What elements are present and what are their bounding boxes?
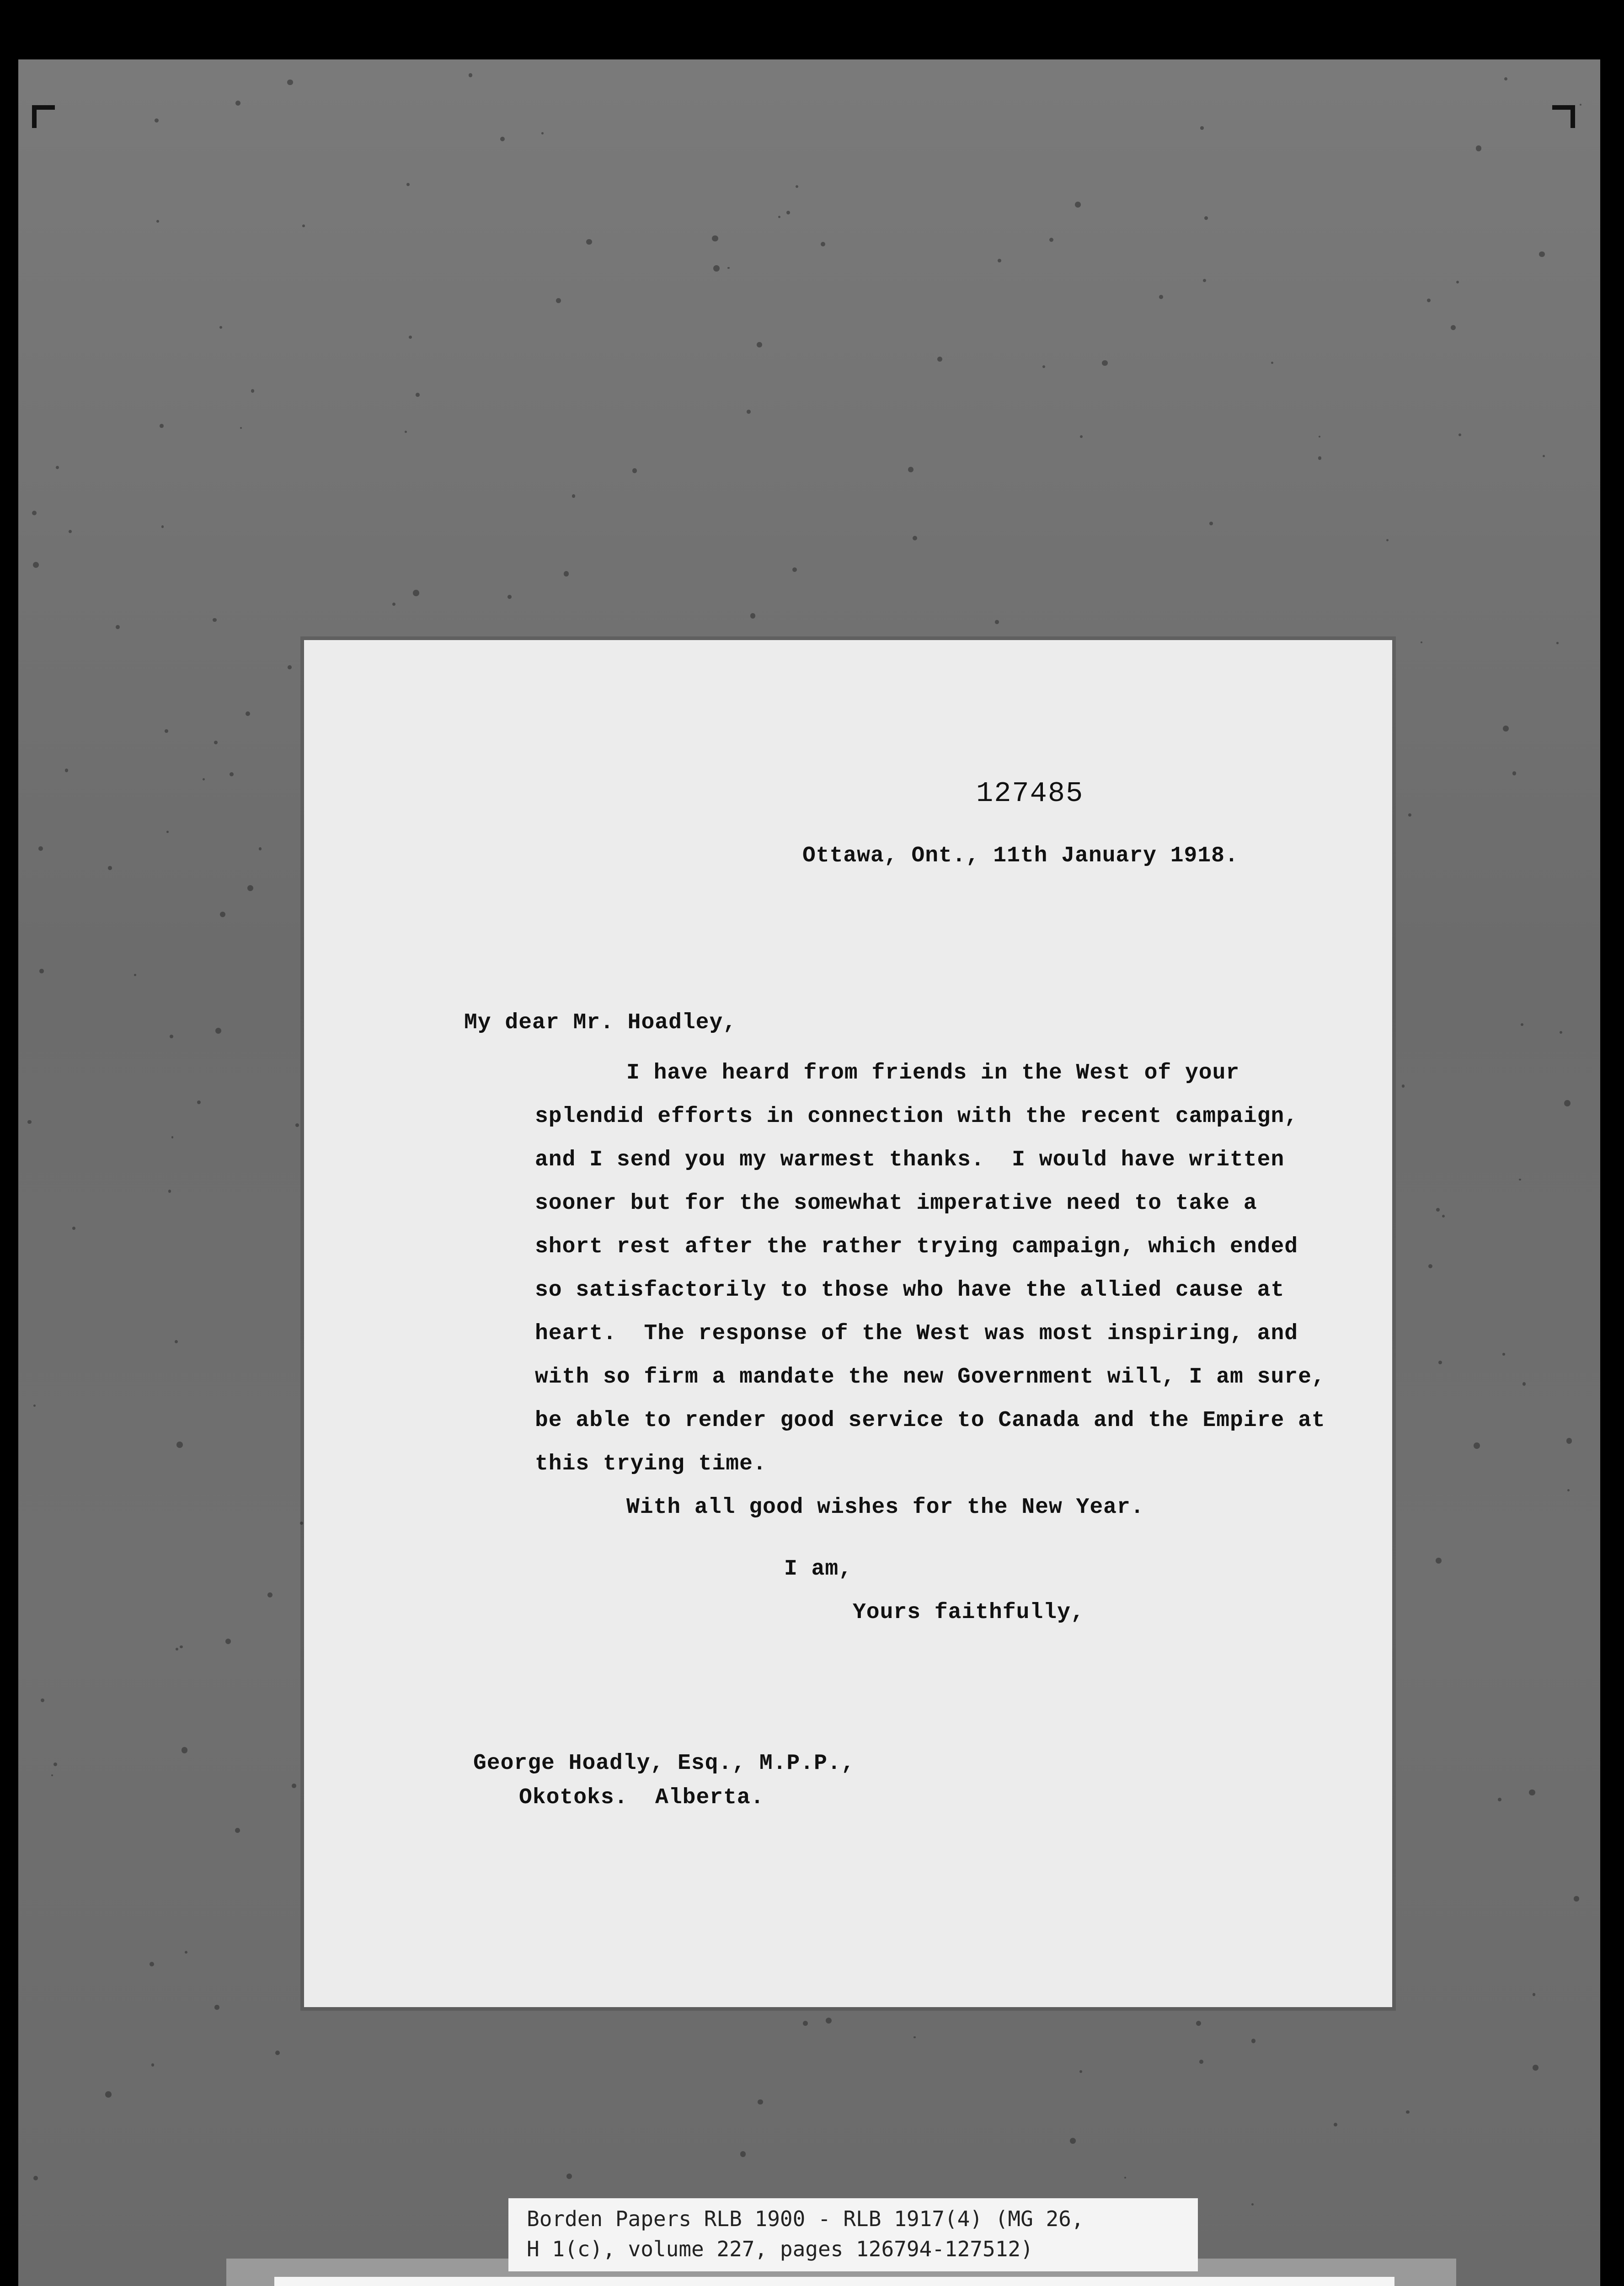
film-speck bbox=[182, 1747, 187, 1753]
closing-i-am: I am, bbox=[784, 1557, 853, 1581]
film-speck bbox=[56, 466, 59, 469]
film-speck bbox=[564, 571, 569, 576]
film-speck bbox=[1503, 726, 1509, 732]
body-line: short rest after the rather trying campaign, which ended bbox=[535, 1234, 1298, 1259]
film-speck bbox=[1428, 1264, 1432, 1268]
film-speck bbox=[757, 342, 762, 347]
film-speck bbox=[1566, 1438, 1572, 1443]
film-speck bbox=[170, 1035, 173, 1038]
film-speck bbox=[541, 132, 544, 134]
body-line: be able to render good service to Canada and the Empire at bbox=[535, 1408, 1325, 1433]
film-speck bbox=[1436, 1558, 1442, 1564]
film-speck bbox=[1427, 299, 1431, 302]
film-speck bbox=[1070, 2138, 1076, 2144]
film-speck bbox=[1504, 77, 1507, 80]
film-speck bbox=[469, 73, 473, 77]
film-speck bbox=[1402, 1084, 1405, 1087]
film-speck bbox=[1271, 362, 1273, 364]
film-speck bbox=[1200, 126, 1203, 129]
film-speck bbox=[413, 590, 419, 596]
film-speck bbox=[1159, 295, 1163, 299]
film-speck bbox=[287, 80, 293, 85]
film-speck bbox=[1209, 522, 1213, 525]
body-line: I have heard from friends in the West of your bbox=[626, 1061, 1240, 1085]
film-speck bbox=[1519, 1179, 1521, 1180]
film-speck bbox=[108, 866, 112, 870]
film-speck bbox=[38, 846, 43, 851]
film-speck bbox=[1386, 539, 1389, 541]
film-speck bbox=[747, 410, 751, 414]
frame-corner-mark-right bbox=[1552, 105, 1575, 128]
film-speck bbox=[500, 137, 505, 141]
film-speck bbox=[33, 1405, 36, 1407]
body-line: with so firm a mandate the new Government will, I am sure, bbox=[535, 1365, 1325, 1389]
film-speck bbox=[1574, 1896, 1579, 1901]
film-speck bbox=[758, 2099, 763, 2104]
film-speck bbox=[235, 1828, 240, 1833]
film-speck bbox=[913, 536, 917, 540]
film-speck bbox=[1318, 456, 1321, 459]
place-date: Ottawa, Ont., 11th January 1918. bbox=[802, 844, 1239, 868]
film-speck bbox=[214, 2005, 219, 2010]
salutation: My dear Mr. Hoadley, bbox=[464, 1010, 737, 1035]
film-speck bbox=[69, 530, 72, 533]
film-speck bbox=[292, 1784, 296, 1788]
film-speck bbox=[1564, 1100, 1571, 1106]
caption-line-2: H 1(c), volume 227, pages 126794-127512) bbox=[527, 2237, 1033, 2261]
closing-yours-faithfully: Yours faithfully, bbox=[853, 1600, 1084, 1625]
film-speck bbox=[150, 1962, 154, 1966]
film-speck bbox=[998, 259, 1001, 262]
caption-line-1: Borden Papers RLB 1900 - RLB 1917(4) (MG 26, bbox=[527, 2206, 1084, 2231]
film-speck bbox=[712, 235, 718, 242]
body-line: heart. The response of the West was most inspiring, and bbox=[535, 1321, 1298, 1346]
film-speck bbox=[1556, 642, 1559, 644]
film-speck bbox=[1529, 1789, 1535, 1795]
body-line: so satisfactorily to those who have the allied cause at bbox=[535, 1278, 1285, 1303]
frame-corner-mark-left bbox=[32, 105, 55, 128]
film-speck bbox=[1502, 1353, 1505, 1355]
film-speck bbox=[727, 267, 729, 269]
film-speck bbox=[1539, 251, 1544, 257]
film-speck bbox=[176, 1442, 183, 1448]
film-speck bbox=[219, 326, 222, 329]
film-speck bbox=[1476, 145, 1481, 151]
film-speck bbox=[259, 847, 262, 850]
film-speck bbox=[176, 1648, 178, 1650]
letter-page bbox=[304, 640, 1392, 2007]
film-speck bbox=[39, 969, 43, 973]
film-speck bbox=[161, 525, 164, 528]
body-line: splendid efforts in connection with the recent campaign, bbox=[535, 1104, 1298, 1129]
film-speck bbox=[1533, 2065, 1539, 2071]
film-speck bbox=[160, 424, 164, 428]
film-speck bbox=[197, 1100, 201, 1104]
film-speck bbox=[1408, 813, 1411, 816]
film-speck bbox=[713, 265, 720, 272]
film-speck bbox=[1474, 1442, 1480, 1449]
film-speck bbox=[1512, 771, 1516, 775]
film-speck bbox=[1080, 435, 1083, 438]
film-speck bbox=[914, 2036, 915, 2038]
film-speck bbox=[586, 239, 592, 245]
film-speck bbox=[1533, 1993, 1535, 1996]
film-speck bbox=[51, 1774, 53, 1776]
reference-caption bbox=[508, 2198, 1198, 2271]
film-speck bbox=[632, 468, 637, 473]
film-speck bbox=[171, 1136, 173, 1138]
film-speck bbox=[116, 625, 120, 629]
film-speck bbox=[803, 2021, 808, 2026]
film-speck bbox=[33, 562, 39, 568]
film-speck bbox=[156, 220, 159, 223]
film-speck bbox=[556, 298, 561, 303]
archives-card bbox=[274, 2277, 1394, 2286]
film-speck bbox=[240, 427, 242, 429]
film-speck bbox=[821, 242, 825, 246]
film-speck bbox=[1199, 2060, 1203, 2063]
film-speck bbox=[1522, 1382, 1526, 1385]
film-speck bbox=[995, 620, 999, 624]
body-line: this trying time. bbox=[535, 1452, 767, 1476]
document-number: 127485 bbox=[976, 777, 1084, 810]
closing-wishes: With all good wishes for the New Year. bbox=[626, 1495, 1144, 1520]
film-speck bbox=[251, 389, 254, 392]
film-speck bbox=[302, 224, 305, 227]
body-line: sooner but for the somewhat imperative need to take a bbox=[535, 1191, 1257, 1216]
film-speck bbox=[1251, 2039, 1255, 2043]
film-speck bbox=[247, 885, 253, 891]
film-speck bbox=[33, 2176, 38, 2180]
film-speck bbox=[786, 211, 790, 214]
film-speck bbox=[105, 2091, 112, 2098]
addressee-name: George Hoadly, Esq., M.P.P., bbox=[473, 1751, 855, 1776]
film-speck bbox=[65, 769, 69, 772]
addressee-location: Okotoks. Alberta. bbox=[519, 1785, 764, 1810]
film-speck bbox=[166, 831, 169, 833]
body-line: and I send you my warmest thanks. I would have written bbox=[535, 1148, 1285, 1172]
film-speck bbox=[566, 2174, 572, 2179]
film-speck bbox=[572, 494, 575, 497]
film-speck bbox=[168, 1190, 171, 1192]
film-speck bbox=[1521, 1023, 1523, 1026]
film-speck bbox=[151, 2063, 154, 2066]
film-speck bbox=[213, 618, 217, 622]
